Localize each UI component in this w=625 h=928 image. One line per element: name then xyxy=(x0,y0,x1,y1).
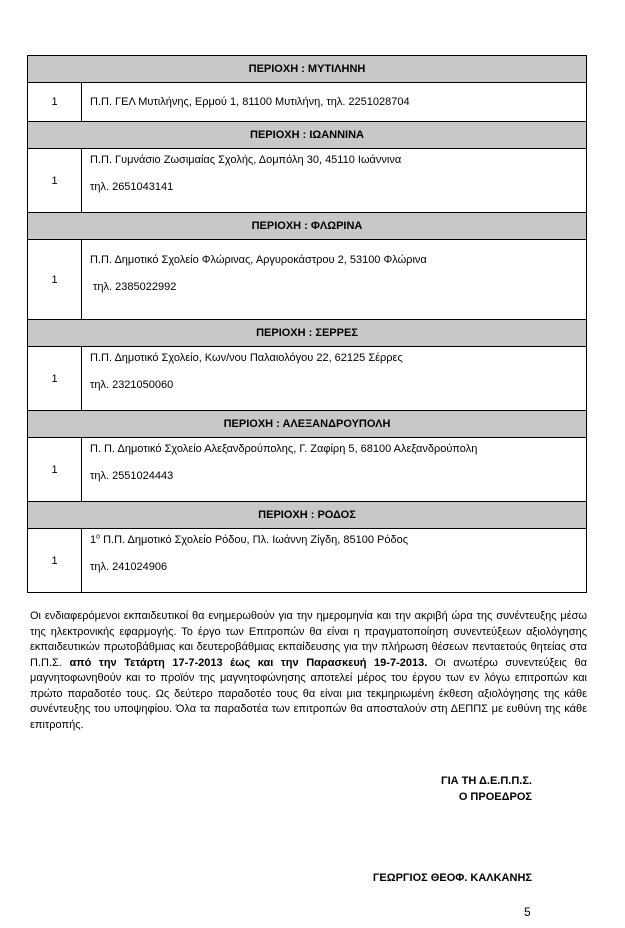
region-row xyxy=(28,438,587,502)
address-text: Π.Π. Δημοτικό Σχολείο Ρόδου, Πλ. Ιωάννη Ζίγδη, 85100 Ρόδος xyxy=(100,534,409,546)
address-cell xyxy=(82,438,587,502)
address-line: Π.Π. Δημοτικό Σχολείο, Κων/νου Παλαιολόγου 22, 62125 Σέρρες xyxy=(90,352,403,364)
region-row xyxy=(28,529,587,593)
region-header-cell: ΠΕΡΙΟΧΗ : ΙΩΑΝΝΙΝΑ xyxy=(28,122,587,149)
region-header xyxy=(28,122,587,149)
paragraph-text-2: Οι ανωτέρω συνεντεύξεις θα μαγνητοφωνηθούν και το προϊόν της μαγνητοφώνησης αποτελεί μέρος του έργου των εν λόγω επιτροπών και πρώτο παραδοτέο τους. Ως δεύτερο παραδοτέο τους θα είναι μια τεκμηριωμένη έκθεση αξιολόγησης της κάθε συνέντευξης του υποψηφίου. Όλα τα παραδοτέα των επιτροπών θα αποσταλούν στη ΔΕΠΠΣ με ευθύνη της κάθε επιτροπής. xyxy=(30,656,587,731)
address-line xyxy=(90,534,586,546)
address-cell xyxy=(82,149,587,213)
address-cell xyxy=(82,240,587,320)
row-number: 1 xyxy=(28,438,82,502)
region-row xyxy=(28,240,587,320)
row-number: 1 xyxy=(28,83,82,122)
row-number: 1 xyxy=(28,240,82,320)
paragraph-dates-bold: από την Τετάρτη 17-7-2013 έως και την Παρασκευή 19-7-2013. xyxy=(69,656,428,669)
phone-line: τηλ. 2385022992 xyxy=(90,281,177,293)
address-line: Π. Π. Δημοτικό Σχολείο Αλεξανδρούπολης, Γ. Ζαφίρη 5, 68100 Αλεξανδρούπολη xyxy=(90,443,478,455)
signature-org: ΓΙΑ ΤΗ Δ.Ε.Π.Π.Σ. xyxy=(441,775,532,787)
region-header-cell: ΠΕΡΙΟΧΗ : ΑΛΕΞΑΝΔΡΟΥΠΟΛΗ xyxy=(28,411,587,438)
signatory-name: ΓΕΩΡΓΙΟΣ ΘΕΟΦ. ΚΑΛΚΑΝΗΣ xyxy=(372,872,532,884)
paragraph-text-1: Οι ενδιαφερόμενοι εκπαιδευτικοί θα ενημερωθούν για την ημερομηνία και την ακριβή ώρα της συνέντευξης μέσω της ηλεκτρονικής εφαρμογής. Το έργο των Επιτροπών θα είναι η πραγματοποίηση συνεντεύξεων αξιολόγησης εκπαιδευτικών πρωτοβάθμιας και δευτεροβάθμιας εκπαίδευσης για την πλήρωση θέσεων πενταετούς θητείας στα Π.Π.Σ. xyxy=(30,610,587,669)
row-number: 1 xyxy=(28,529,82,593)
announcement-paragraph xyxy=(30,609,587,733)
address-cell xyxy=(82,347,587,411)
phone-line: τηλ. 2551024443 xyxy=(90,470,174,482)
region-header xyxy=(28,320,587,347)
row-number: 1 xyxy=(28,347,82,411)
region-header xyxy=(28,411,587,438)
region-header-cell: ΠΕΡΙΟΧΗ : ΦΛΩΡΙΝΑ xyxy=(28,213,587,240)
row-number: 1 xyxy=(28,149,82,213)
phone-line: τηλ. 241024906 xyxy=(90,561,168,573)
region-row xyxy=(28,83,587,122)
region-header xyxy=(28,56,587,83)
address-line: Π.Π. ΓΕΛ Μυτιλήνης, Ερμού 1, 81100 Μυτιλήνη, τηλ. 2251028704 xyxy=(90,96,410,108)
region-row xyxy=(28,347,587,411)
region-header xyxy=(28,213,587,240)
region-header-cell: ΠΕΡΙΟΧΗ : ΜΥΤΙΛΗΝΗ xyxy=(28,56,587,83)
phone-line: τηλ. 2321050060 xyxy=(90,379,174,391)
phone-line: τηλ. 2651043141 xyxy=(90,181,174,193)
region-header-cell: ΠΕΡΙΟΧΗ : ΣΕΡΡΕΣ xyxy=(28,320,587,347)
regions-table xyxy=(27,55,587,593)
signature-block xyxy=(441,773,532,805)
signature-title: Ο ΠΡΟΕΔΡΟΣ xyxy=(458,791,532,803)
address-cell xyxy=(82,529,587,593)
region-row xyxy=(28,149,587,213)
address-line: Π.Π. Γυμνάσιο Ζωσιμαίας Σχολής, Δομπόλη 30, 45110 Ιωάννινα xyxy=(90,154,402,166)
ordinal-number: 1 xyxy=(90,534,97,546)
ordinal-suffix: ο xyxy=(96,533,101,541)
region-header-cell: ΠΕΡΙΟΧΗ : ΡΟΔΟΣ xyxy=(28,502,587,529)
address-cell xyxy=(82,83,587,122)
region-header xyxy=(28,502,587,529)
address-line: Π.Π. Δημοτικό Σχολείο Φλώρινας, Αργυροκάστρου 2, 53100 Φλώρινα xyxy=(90,254,427,266)
page-number: 5 xyxy=(524,905,531,919)
